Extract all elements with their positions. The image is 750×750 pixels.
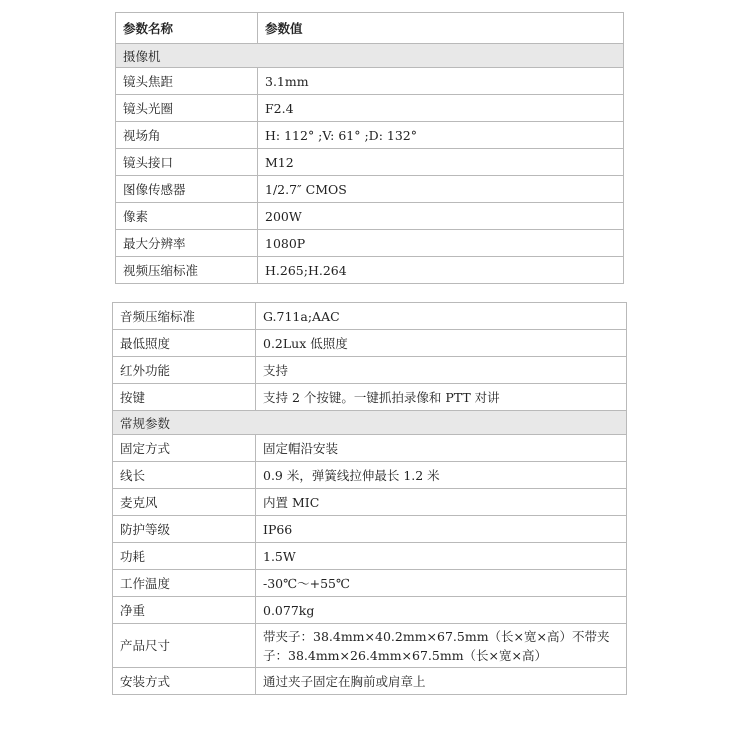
table-row <box>113 543 627 570</box>
table-row <box>113 462 627 489</box>
param-name: 视频压缩标准 <box>116 257 258 284</box>
param-name: 像素 <box>116 203 258 230</box>
table-row <box>113 435 627 462</box>
param-value: 0.9 米，弹簧线拉伸最长 1.2 米 <box>256 462 627 489</box>
param-value: 1.5W <box>256 543 627 570</box>
param-name: 镜头接口 <box>116 149 258 176</box>
param-name: 防护等级 <box>113 516 256 543</box>
table-row <box>116 95 624 122</box>
param-name: 固定方式 <box>113 435 256 462</box>
section-title: 常规参数 <box>113 411 627 435</box>
table-row <box>113 597 627 624</box>
table-row <box>116 176 624 203</box>
table-row <box>116 257 624 284</box>
table-row <box>116 230 624 257</box>
section-row-camera <box>116 44 624 68</box>
param-name: 镜头焦距 <box>116 68 258 95</box>
param-value: H.265;H.264 <box>258 257 624 284</box>
param-value: 带夹子：38.4mm×40.2mm×67.5mm（长×宽×高）不带夹子：38.4mm×26.4mm×67.5mm（长×宽×高） <box>256 624 627 668</box>
table-row <box>113 570 627 597</box>
table-row <box>113 384 627 411</box>
param-name: 功耗 <box>113 543 256 570</box>
param-value: 0.077kg <box>256 597 627 624</box>
param-value: -30℃～+55℃ <box>256 570 627 597</box>
param-name: 线长 <box>113 462 256 489</box>
param-name: 图像传感器 <box>116 176 258 203</box>
param-name: 产品尺寸 <box>113 624 256 668</box>
table-row <box>113 330 627 357</box>
param-name: 安装方式 <box>113 668 256 695</box>
param-value: 0.2Lux 低照度 <box>256 330 627 357</box>
param-value: IP66 <box>256 516 627 543</box>
param-name: 红外功能 <box>113 357 256 384</box>
header-param-value: 参数值 <box>258 13 624 44</box>
spec-table-general <box>112 302 627 695</box>
param-value: 通过夹子固定在胸前或肩章上 <box>256 668 627 695</box>
table-row <box>113 489 627 516</box>
table-row <box>113 668 627 695</box>
param-value: 内置 MIC <box>256 489 627 516</box>
table-row <box>116 68 624 95</box>
header-param-name: 参数名称 <box>116 13 258 44</box>
table-row <box>113 516 627 543</box>
param-name: 按键 <box>113 384 256 411</box>
param-name: 工作温度 <box>113 570 256 597</box>
param-value: G.711a;AAC <box>256 303 627 330</box>
param-value: 3.1mm <box>258 68 624 95</box>
param-name: 麦克风 <box>113 489 256 516</box>
param-value: H: 112° ;V: 61° ;D: 132° <box>258 122 624 149</box>
section-title: 摄像机 <box>116 44 624 68</box>
table-header-row <box>116 13 624 44</box>
table-row <box>116 122 624 149</box>
param-value: 1/2.7″ CMOS <box>258 176 624 203</box>
param-name: 镜头光圈 <box>116 95 258 122</box>
table-row <box>116 203 624 230</box>
param-name: 音频压缩标准 <box>113 303 256 330</box>
param-value: F2.4 <box>258 95 624 122</box>
param-value: M12 <box>258 149 624 176</box>
param-value: 支持 <box>256 357 627 384</box>
table-row <box>116 149 624 176</box>
section-row-general <box>113 411 627 435</box>
param-value: 支持 2 个按键。一键抓拍录像和 PTT 对讲 <box>256 384 627 411</box>
spec-table-camera <box>115 12 624 284</box>
param-value: 固定帽沿安装 <box>256 435 627 462</box>
param-name: 净重 <box>113 597 256 624</box>
param-name: 最大分辨率 <box>116 230 258 257</box>
table-row <box>113 303 627 330</box>
param-value: 200W <box>258 203 624 230</box>
param-name: 视场角 <box>116 122 258 149</box>
table-row <box>113 624 627 668</box>
table-row <box>113 357 627 384</box>
param-value: 1080P <box>258 230 624 257</box>
param-name: 最低照度 <box>113 330 256 357</box>
